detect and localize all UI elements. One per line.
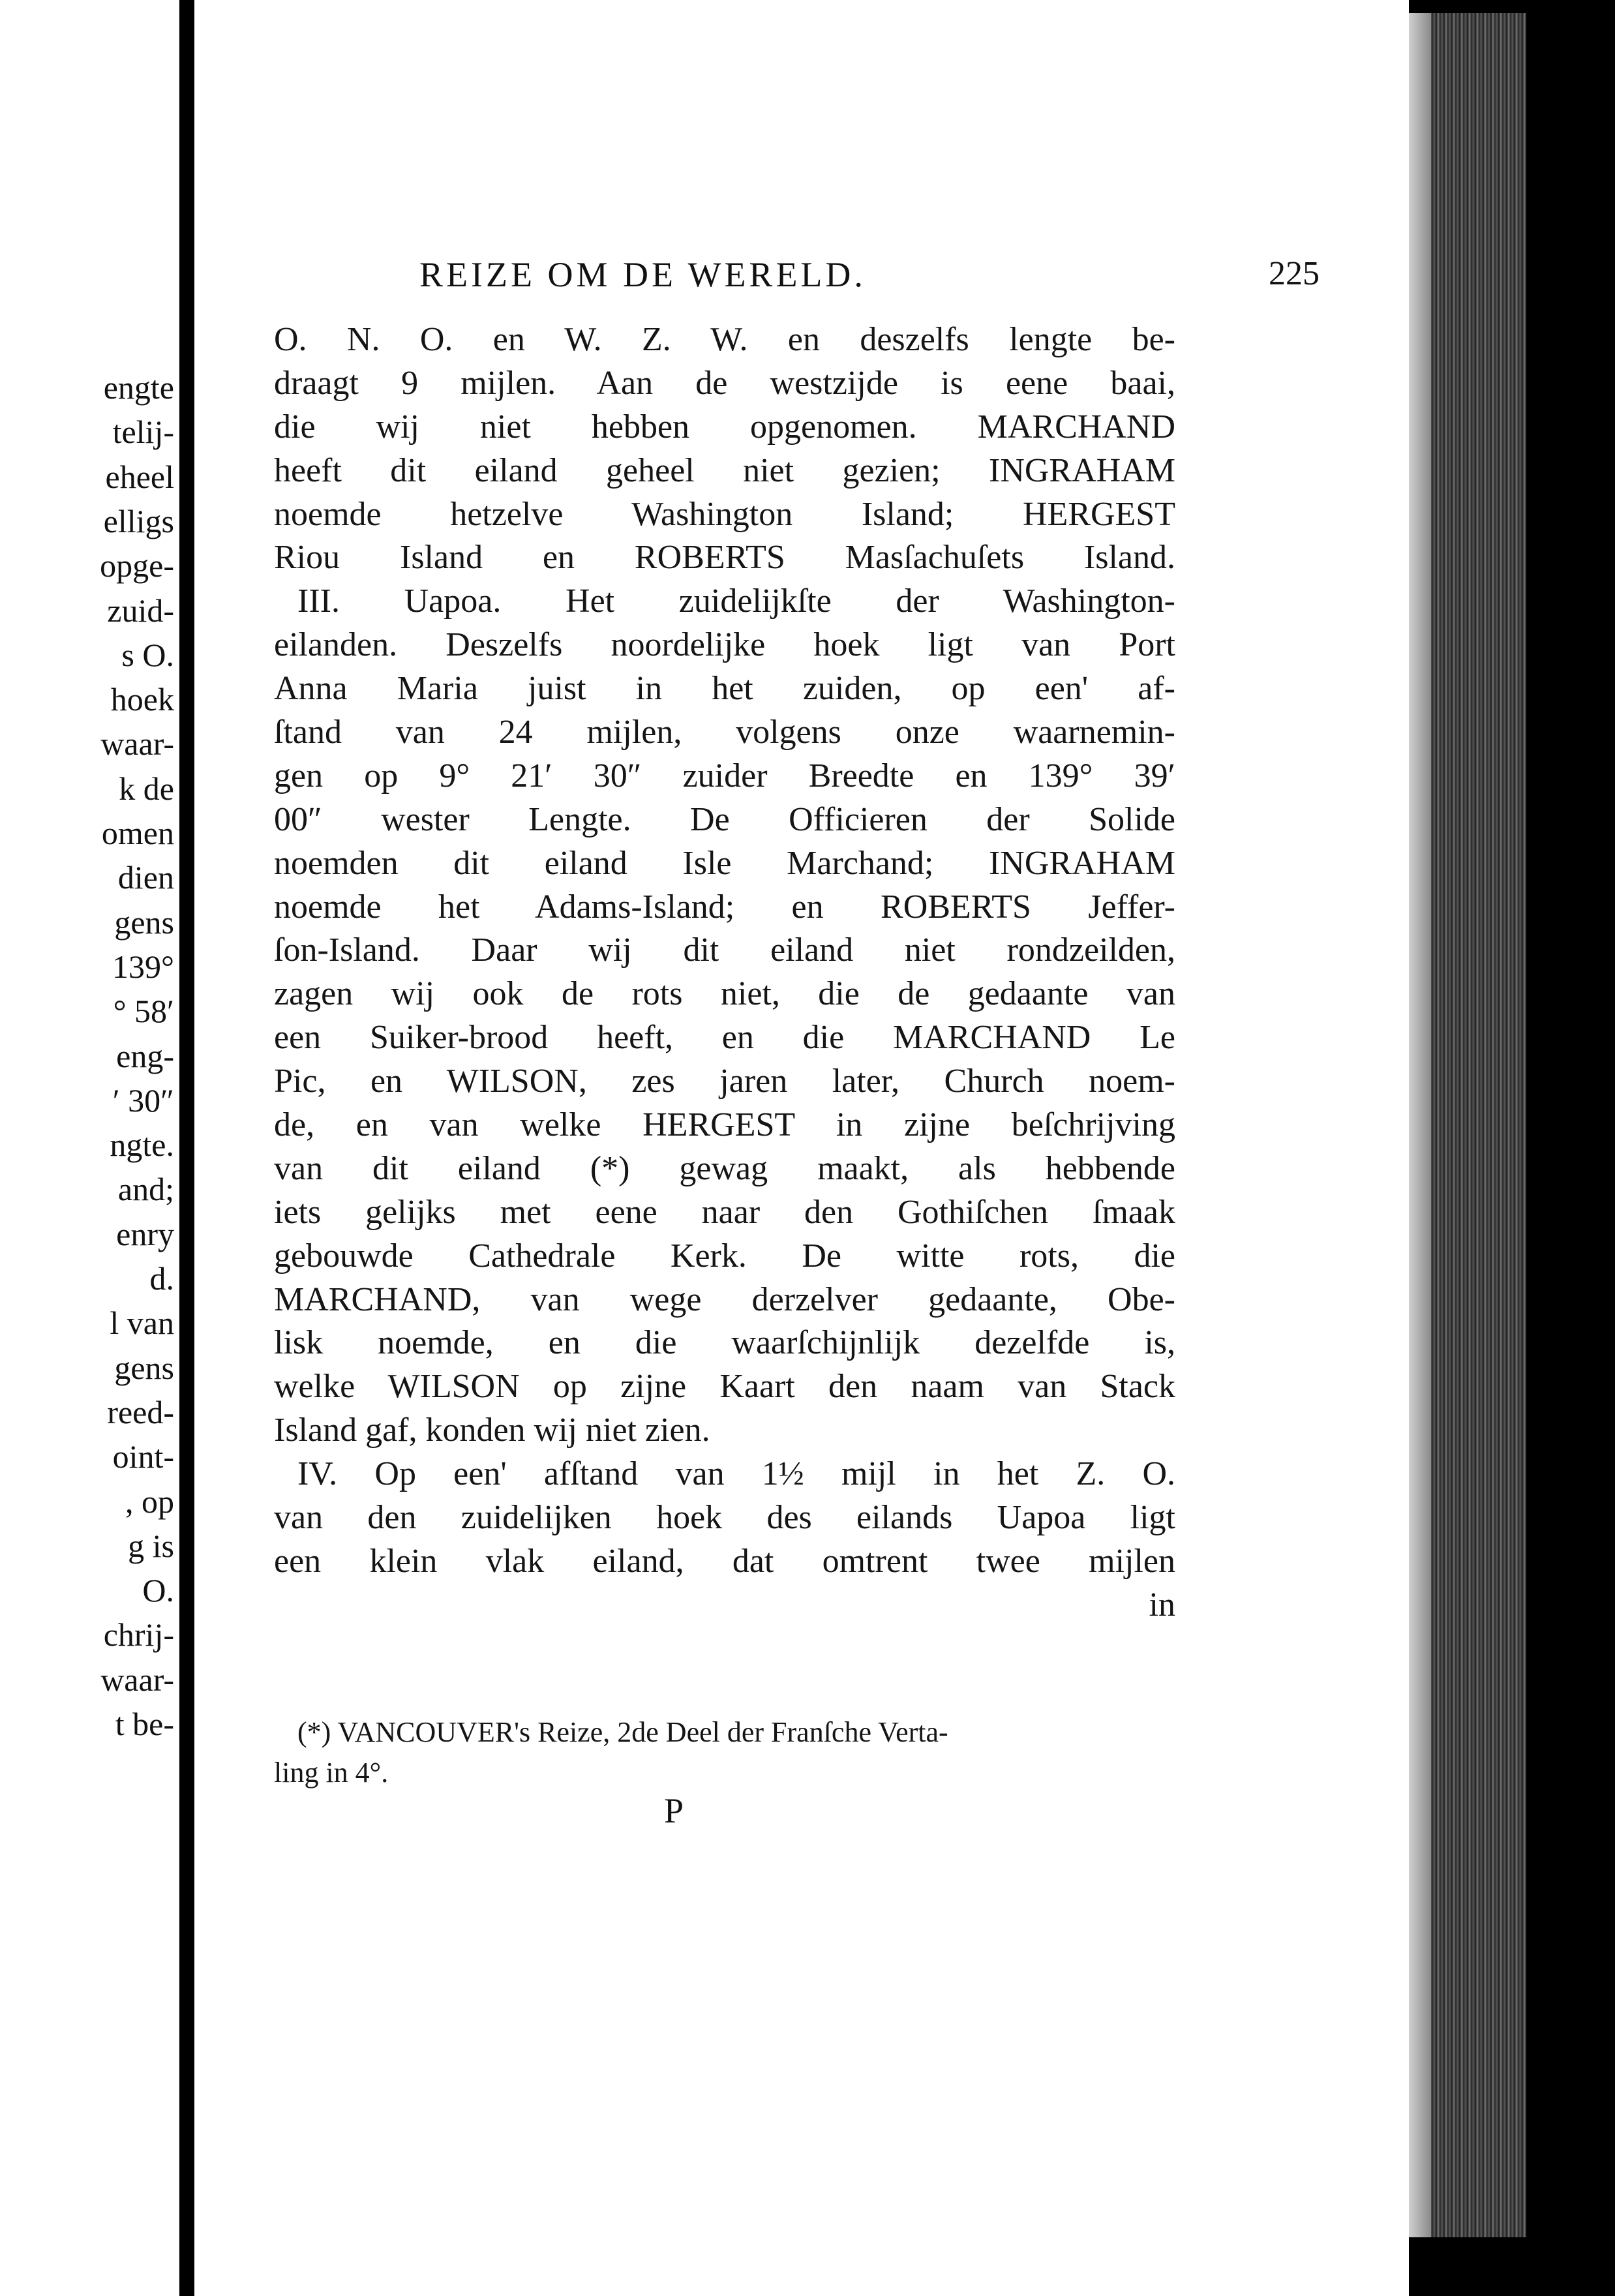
footnote-line: (*) VANCOUVER's Reize, 2de Deel der Franſche Verta- <box>297 1716 948 1748</box>
prev-page-text-fragment: chrij- <box>103 1616 174 1654</box>
prev-page-text-fragment: k de <box>119 770 174 807</box>
text-line: ſon-Island. Daar wij dit eiland niet rondzeilden, <box>274 931 1175 969</box>
text-line: noemde het Adams-Island; en ROBERTS Jeffer- <box>274 888 1175 926</box>
book-page <box>194 0 1409 2296</box>
text-line: welke WILSON op zijne Kaart den naam van Stack <box>274 1368 1175 1406</box>
prev-page-text-fragment: O. <box>142 1572 174 1609</box>
prev-page-text-fragment: d. <box>149 1260 174 1297</box>
text-line: iets gelijks met eene naar den Gothiſchen ſmaak <box>274 1193 1175 1231</box>
prev-page-text-fragment: s O. <box>121 636 174 673</box>
prev-page-text-fragment: ngte. <box>110 1126 174 1164</box>
prev-page-text-fragment: elligs <box>103 502 174 539</box>
text-line: noemden dit eiland Isle Marchand; INGRAHAM <box>274 844 1175 882</box>
footnote <box>274 1712 1175 1793</box>
text-line: gebouwde Cathedrale Kerk. De witte rots, die <box>274 1237 1175 1275</box>
prev-page-text-fragment: l van <box>110 1305 174 1342</box>
page-number: 225 <box>1269 255 1320 292</box>
text-line: in <box>1149 1586 1175 1624</box>
footnote-line: ling in 4°. <box>274 1757 389 1789</box>
prev-page-text-fragment: , op <box>125 1483 174 1520</box>
prev-page-text-fragment: omen <box>101 815 174 851</box>
book-edge <box>1409 13 1526 2237</box>
prev-page-text-fragment: 139° <box>112 948 174 985</box>
text-line: MARCHAND, van wege derzelver gedaante, Obe- <box>274 1280 1175 1318</box>
prev-page-text-fragment: reed- <box>107 1393 174 1430</box>
text-line: een Suiker-brood heeft, en die MARCHAND Le <box>274 1019 1175 1057</box>
previous-page-fragment <box>0 0 179 2296</box>
text-line: noemde hetzelve Washington Island; HERGEST <box>274 495 1175 533</box>
text-line: heeft dit eiland geheel niet gezien; INGRAHAM <box>274 451 1175 489</box>
prev-page-text-fragment: t be- <box>115 1706 174 1742</box>
prev-page-text-fragment: oint- <box>112 1438 174 1475</box>
text-line: de, en van welke HERGEST in zijne beſchrijving <box>274 1106 1175 1144</box>
prev-page-text-fragment: eheel <box>105 458 174 495</box>
running-head <box>419 254 1320 307</box>
prev-page-text-fragment: ′ 30″ <box>112 1081 174 1119</box>
prev-page-text-fragment: ° 58′ <box>113 993 174 1030</box>
text-line: van dit eiland (*) gewag maakt, als hebbende <box>274 1149 1175 1187</box>
text-line: Pic, en WILSON, zes jaren later, Church noem- <box>274 1063 1175 1100</box>
running-head-title: REIZE OM DE WERELD. <box>419 255 866 294</box>
text-line: 00″ wester Lengte. De Officieren der Solide <box>274 800 1175 838</box>
prev-page-text-fragment: gens <box>114 903 174 941</box>
text-line: O. N. O. en W. Z. W. en deszelfs lengte be- <box>274 321 1175 358</box>
text-line: Riou Island en ROBERTS Masſachuſets Island. <box>274 539 1175 577</box>
text-line: Anna Maria juist in het zuiden, op een' af- <box>274 670 1175 708</box>
signature-mark: P <box>664 1791 684 1830</box>
prev-page-text-fragment: hoek <box>110 681 174 718</box>
prev-page-text-fragment: enry <box>116 1215 174 1252</box>
text-line: eilanden. Deszelfs noordelijke hoek ligt van Port <box>274 626 1175 664</box>
prev-page-text-fragment: waar- <box>100 1661 174 1698</box>
text-line: Island gaf, konden wij niet zien. <box>274 1412 710 1449</box>
body-text <box>274 318 1175 1627</box>
prev-page-text-fragment: eng- <box>116 1037 174 1074</box>
text-line: van den zuidelijken hoek des eilands Uapoa ligt <box>274 1499 1175 1537</box>
text-line: die wij niet hebben opgenomen. MARCHAND <box>274 408 1175 446</box>
text-line: zagen wij ook de rots niet, die de gedaante van <box>274 975 1175 1013</box>
prev-page-text-fragment: engte <box>103 369 174 406</box>
text-line: IV. Op een' afſtand van 1½ mijl in het Z. O. <box>297 1455 1175 1493</box>
text-line: gen op 9° 21′ 30″ zuider Breedte en 139° 39′ <box>274 757 1175 794</box>
prev-page-text-fragment: dien <box>117 859 174 896</box>
prev-page-text-fragment: and; <box>117 1171 174 1208</box>
prev-page-text-fragment: telij- <box>112 414 174 451</box>
text-line: draagt 9 mijlen. Aan de westzijde is eene baai, <box>274 364 1175 402</box>
text-line: III. Uapoa. Het zuidelijkſte der Washington- <box>297 582 1175 620</box>
prev-page-text-fragment: opge- <box>100 547 174 584</box>
prev-page-text-fragment: g is <box>128 1527 174 1564</box>
prev-page-text-fragment: gens <box>114 1349 174 1386</box>
prev-page-text-fragment: waar- <box>100 725 174 763</box>
prev-page-text-fragment: zuid- <box>107 592 174 629</box>
text-line: een klein vlak eiland, dat omtrent twee mijlen <box>274 1542 1175 1580</box>
text-line: lisk noemde, en die waarſchijnlijk dezelfde is, <box>274 1324 1175 1362</box>
text-line: ſtand van 24 mijlen, volgens onze waarnemin- <box>274 714 1175 751</box>
